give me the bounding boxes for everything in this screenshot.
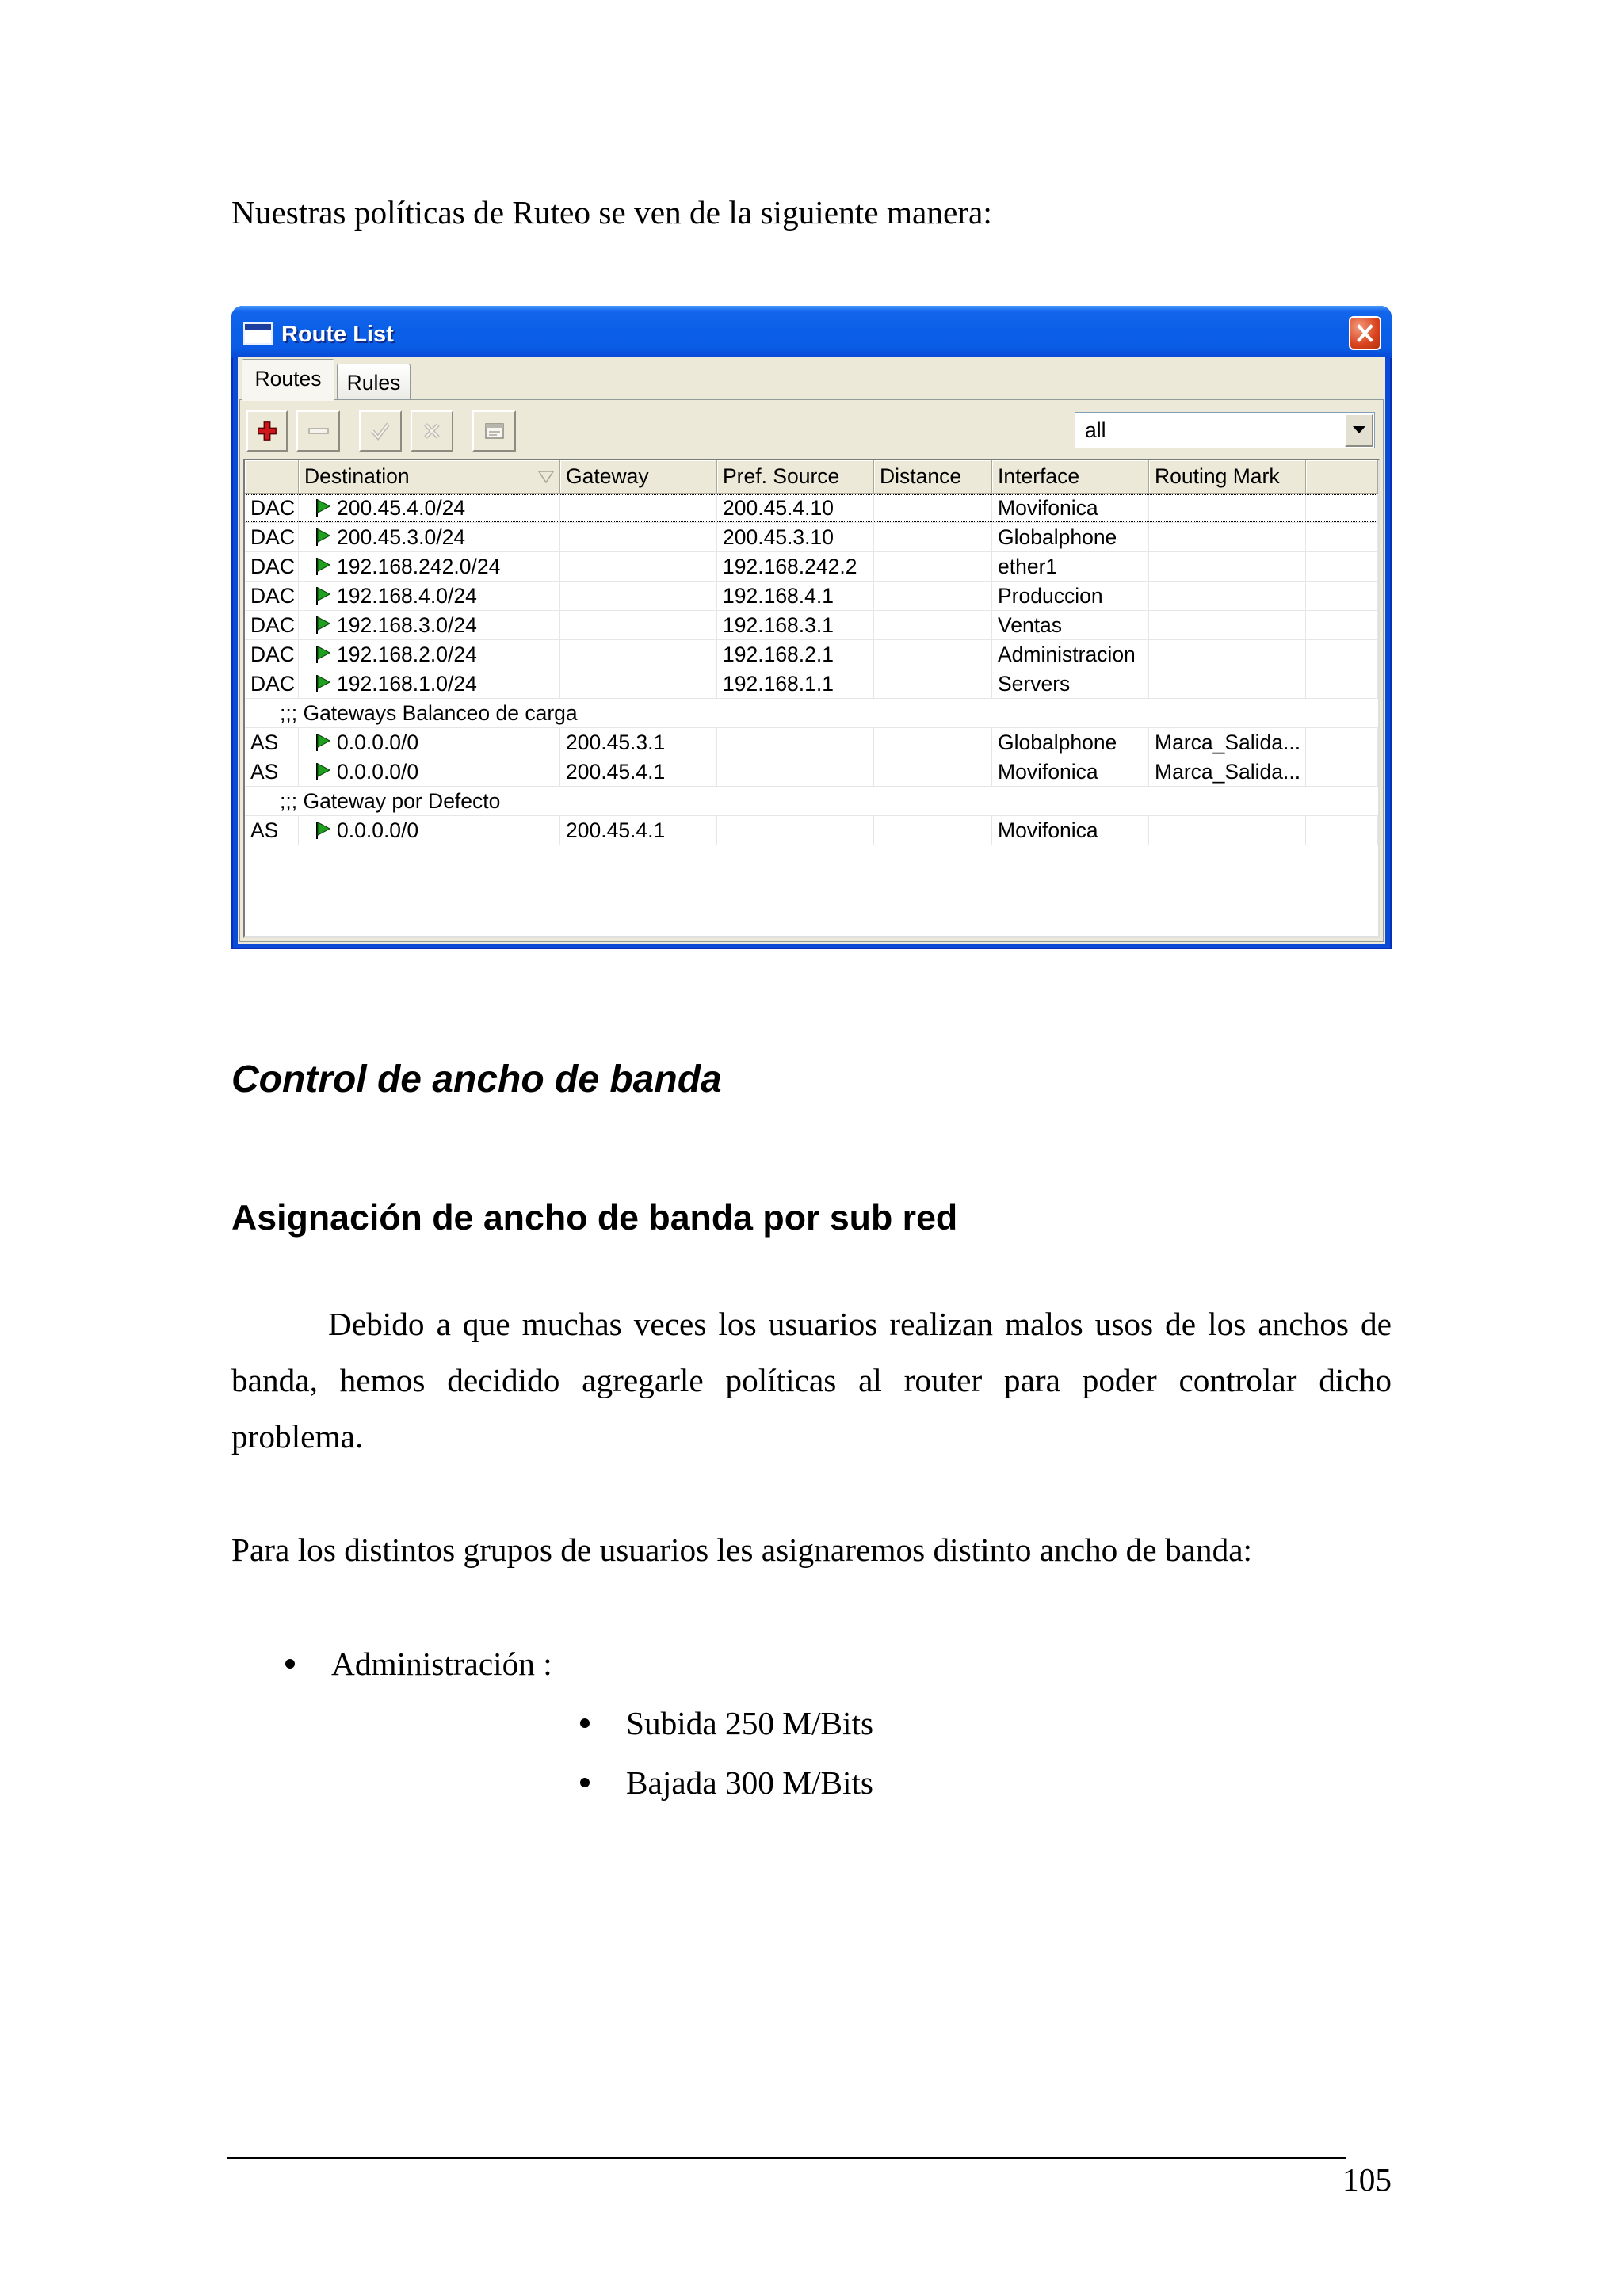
tab-rules[interactable] bbox=[337, 364, 411, 400]
route-flags-cell: DAC bbox=[245, 523, 299, 551]
filler-cell bbox=[1306, 552, 1378, 581]
distance-cell bbox=[874, 669, 992, 698]
header-destination-label: Destination bbox=[304, 464, 410, 488]
filler-cell bbox=[1306, 523, 1378, 551]
distance-cell bbox=[874, 582, 992, 610]
filler-cell bbox=[1306, 669, 1378, 698]
destination-cell bbox=[299, 728, 560, 757]
interface-cell: Movifonica bbox=[992, 816, 1149, 845]
destination-cell bbox=[299, 669, 560, 698]
chevron-down-icon bbox=[1353, 426, 1365, 434]
routing-mark-cell bbox=[1149, 816, 1306, 845]
distance-cell bbox=[874, 523, 992, 551]
interface-cell: Ventas bbox=[992, 611, 1149, 639]
destination-text: 200.45.3.0/24 bbox=[337, 525, 466, 549]
pref-source-cell: 192.168.1.1 bbox=[717, 669, 874, 698]
sub-bullet bbox=[580, 1718, 590, 1728]
destination-text: 200.45.4.0/24 bbox=[337, 496, 466, 520]
pref-source-cell bbox=[717, 728, 874, 757]
disable-button[interactable] bbox=[411, 410, 453, 452]
gateway-cell: 200.45.4.1 bbox=[560, 757, 717, 786]
route-flags-cell: AS bbox=[245, 816, 299, 845]
destination-text: 0.0.0.0/0 bbox=[337, 760, 419, 784]
gateway-cell bbox=[560, 523, 717, 551]
sort-descending-icon bbox=[537, 470, 555, 484]
close-button[interactable] bbox=[1349, 316, 1381, 350]
route-flags-cell: DAC bbox=[245, 494, 299, 522]
interface-cell: Movifonica bbox=[992, 757, 1149, 786]
destination-text: 192.168.2.0/24 bbox=[337, 643, 477, 666]
filler-cell bbox=[1306, 640, 1378, 669]
route-active-icon bbox=[315, 821, 331, 840]
paragraph-line: Debido a que muchas veces los usuarios realizan malos usos de los anchos de bbox=[328, 1306, 1392, 1342]
route-flags-cell: DAC bbox=[245, 640, 299, 669]
remove-button[interactable] bbox=[296, 410, 340, 452]
gateway-cell: 200.45.3.1 bbox=[560, 728, 717, 757]
header-routing-mark[interactable]: Routing Mark bbox=[1149, 460, 1306, 494]
destination-cell bbox=[299, 757, 560, 786]
header-pref-source[interactable]: Pref. Source bbox=[717, 460, 874, 494]
gateway-cell bbox=[560, 611, 717, 639]
gateway-cell bbox=[560, 494, 717, 522]
interface-cell: Servers bbox=[992, 669, 1149, 698]
destination-text: 0.0.0.0/0 bbox=[337, 730, 419, 754]
table-body bbox=[245, 494, 1378, 845]
pref-source-cell: 200.45.4.10 bbox=[717, 494, 874, 522]
filler-cell bbox=[1306, 494, 1378, 522]
route-active-icon bbox=[315, 645, 331, 664]
tab-rules-label: Rules bbox=[346, 371, 401, 395]
route-row[interactable] bbox=[245, 611, 1378, 640]
route-active-icon bbox=[315, 498, 331, 517]
gateway-cell bbox=[560, 582, 717, 610]
group-item: Bajada 300 M/Bits bbox=[626, 1764, 874, 1801]
filler-cell bbox=[1306, 582, 1378, 610]
header-filler bbox=[1306, 460, 1378, 494]
route-flags-cell: DAC bbox=[245, 611, 299, 639]
route-row[interactable] bbox=[245, 757, 1378, 787]
route-flags-cell: DAC bbox=[245, 669, 299, 698]
route-active-icon bbox=[315, 528, 331, 547]
filter-value: all bbox=[1085, 418, 1106, 442]
destination-text: 0.0.0.0/0 bbox=[337, 818, 419, 842]
routing-mark-cell: Marca_Salida... bbox=[1149, 728, 1306, 757]
pref-source-cell: 192.168.242.2 bbox=[717, 552, 874, 581]
comment-row[interactable] bbox=[245, 787, 1378, 816]
route-comment: ;;; Gateway por Defecto bbox=[280, 789, 501, 813]
route-active-icon bbox=[315, 557, 331, 576]
header-distance[interactable]: Distance bbox=[874, 460, 992, 494]
group-item: Subida 250 M/Bits bbox=[626, 1705, 874, 1741]
destination-text: 192.168.1.0/24 bbox=[337, 672, 477, 696]
distance-cell bbox=[874, 552, 992, 581]
title-bar[interactable] bbox=[231, 306, 1392, 358]
interface-cell: ether1 bbox=[992, 552, 1149, 581]
routing-mark-cell bbox=[1149, 640, 1306, 669]
paragraph-line: problema. bbox=[231, 1418, 364, 1455]
distance-cell bbox=[874, 640, 992, 669]
route-row[interactable] bbox=[245, 552, 1378, 582]
window-client-area bbox=[238, 357, 1385, 944]
route-active-icon bbox=[315, 586, 331, 605]
bullet bbox=[285, 1659, 295, 1669]
filler-cell bbox=[1306, 816, 1378, 845]
subsection-title: Asignación de ancho de banda por sub red bbox=[231, 1199, 958, 1238]
destination-cell bbox=[299, 816, 560, 845]
filler-cell bbox=[1306, 728, 1378, 757]
check-icon bbox=[369, 419, 392, 443]
lead-in-text: Para los distintos grupos de usuarios les asignaremos distinto ancho de banda: bbox=[231, 1531, 1253, 1568]
routing-mark-cell bbox=[1149, 669, 1306, 698]
group-label: Administración : bbox=[331, 1646, 552, 1682]
destination-text: 192.168.242.0/24 bbox=[337, 555, 501, 578]
window-icon[interactable] bbox=[243, 322, 273, 345]
destination-text: 192.168.4.0/24 bbox=[337, 584, 477, 608]
pref-source-cell: 192.168.2.1 bbox=[717, 640, 874, 669]
gateway-cell: 200.45.4.1 bbox=[560, 816, 717, 845]
distance-cell bbox=[874, 816, 992, 845]
route-row[interactable] bbox=[245, 640, 1378, 669]
route-flags-cell: DAC bbox=[245, 552, 299, 581]
close-icon bbox=[1350, 318, 1380, 349]
route-comment: ;;; Gateways Balanceo de carga bbox=[280, 701, 578, 725]
footer-rule bbox=[227, 2157, 1346, 2159]
distance-cell bbox=[874, 611, 992, 639]
route-flags-cell: DAC bbox=[245, 582, 299, 610]
x-icon bbox=[420, 419, 444, 443]
tab-routes-label: Routes bbox=[254, 367, 322, 391]
paragraph-line: banda, hemos decidido agregarle políticas al router para poder controlar dicho bbox=[231, 1362, 1392, 1398]
destination-cell bbox=[299, 523, 560, 551]
filter-dropdown-button[interactable] bbox=[1345, 414, 1373, 447]
gateway-cell bbox=[560, 669, 717, 698]
filler-cell bbox=[1306, 757, 1378, 786]
route-list-window bbox=[231, 306, 1392, 949]
destination-text: 192.168.3.0/24 bbox=[337, 613, 477, 637]
comment-button[interactable] bbox=[472, 410, 516, 452]
route-active-icon bbox=[315, 762, 331, 781]
gateway-cell bbox=[560, 552, 717, 581]
plus-icon bbox=[256, 420, 278, 442]
route-active-icon bbox=[315, 616, 331, 635]
enable-button[interactable] bbox=[359, 410, 402, 452]
interface-cell: Administracion bbox=[992, 640, 1149, 669]
comment-row[interactable] bbox=[245, 699, 1378, 728]
destination-cell bbox=[299, 494, 560, 522]
filler-cell bbox=[1306, 611, 1378, 639]
pref-source-cell bbox=[717, 757, 874, 786]
destination-cell bbox=[299, 552, 560, 581]
routing-mark-cell bbox=[1149, 494, 1306, 522]
route-flags-cell: AS bbox=[245, 757, 299, 786]
route-row[interactable] bbox=[245, 582, 1378, 611]
pref-source-cell bbox=[717, 816, 874, 845]
pref-source-cell: 192.168.4.1 bbox=[717, 582, 874, 610]
route-table[interactable] bbox=[243, 459, 1380, 938]
routing-mark-cell bbox=[1149, 582, 1306, 610]
filter-dropdown[interactable] bbox=[1075, 412, 1375, 448]
routing-mark-cell bbox=[1149, 523, 1306, 551]
minus-icon bbox=[307, 419, 330, 443]
routing-mark-cell: Marca_Salida... bbox=[1149, 757, 1306, 786]
pref-source-cell: 200.45.3.10 bbox=[717, 523, 874, 551]
route-row[interactable] bbox=[245, 523, 1378, 552]
interface-cell: Globalphone bbox=[992, 728, 1149, 757]
section-title: Control de ancho de banda bbox=[231, 1058, 722, 1100]
intro-text: Nuestras políticas de Ruteo se ven de la siguiente manera: bbox=[231, 194, 992, 231]
destination-cell bbox=[299, 611, 560, 639]
tab-routes[interactable] bbox=[242, 359, 334, 401]
add-button[interactable] bbox=[246, 410, 288, 452]
window-icon-bar bbox=[245, 324, 271, 330]
pref-source-cell: 192.168.3.1 bbox=[717, 611, 874, 639]
page-number: 105 bbox=[1342, 2161, 1392, 2198]
interface-cell: Movifonica bbox=[992, 494, 1149, 522]
route-active-icon bbox=[315, 674, 331, 693]
comment-icon bbox=[483, 419, 506, 443]
sub-bullet bbox=[580, 1778, 590, 1787]
header-gateway[interactable]: Gateway bbox=[560, 460, 717, 494]
header-flags[interactable] bbox=[245, 460, 299, 494]
routing-mark-cell bbox=[1149, 611, 1306, 639]
header-destination[interactable] bbox=[299, 460, 560, 494]
distance-cell bbox=[874, 757, 992, 786]
destination-cell bbox=[299, 582, 560, 610]
table-header bbox=[245, 460, 1378, 494]
route-row[interactable] bbox=[245, 669, 1378, 699]
interface-cell: Globalphone bbox=[992, 523, 1149, 551]
gateway-cell bbox=[560, 640, 717, 669]
route-flags-cell: AS bbox=[245, 728, 299, 757]
interface-cell: Produccion bbox=[992, 582, 1149, 610]
route-active-icon bbox=[315, 733, 331, 752]
distance-cell bbox=[874, 728, 992, 757]
route-row[interactable] bbox=[245, 816, 1378, 845]
destination-cell bbox=[299, 640, 560, 669]
routing-mark-cell bbox=[1149, 552, 1306, 581]
paragraph bbox=[231, 1296, 1392, 1465]
window-title: Route List bbox=[281, 322, 394, 347]
route-row[interactable] bbox=[245, 494, 1378, 523]
distance-cell bbox=[874, 494, 992, 522]
route-row[interactable] bbox=[245, 728, 1378, 757]
header-interface[interactable]: Interface bbox=[992, 460, 1149, 494]
